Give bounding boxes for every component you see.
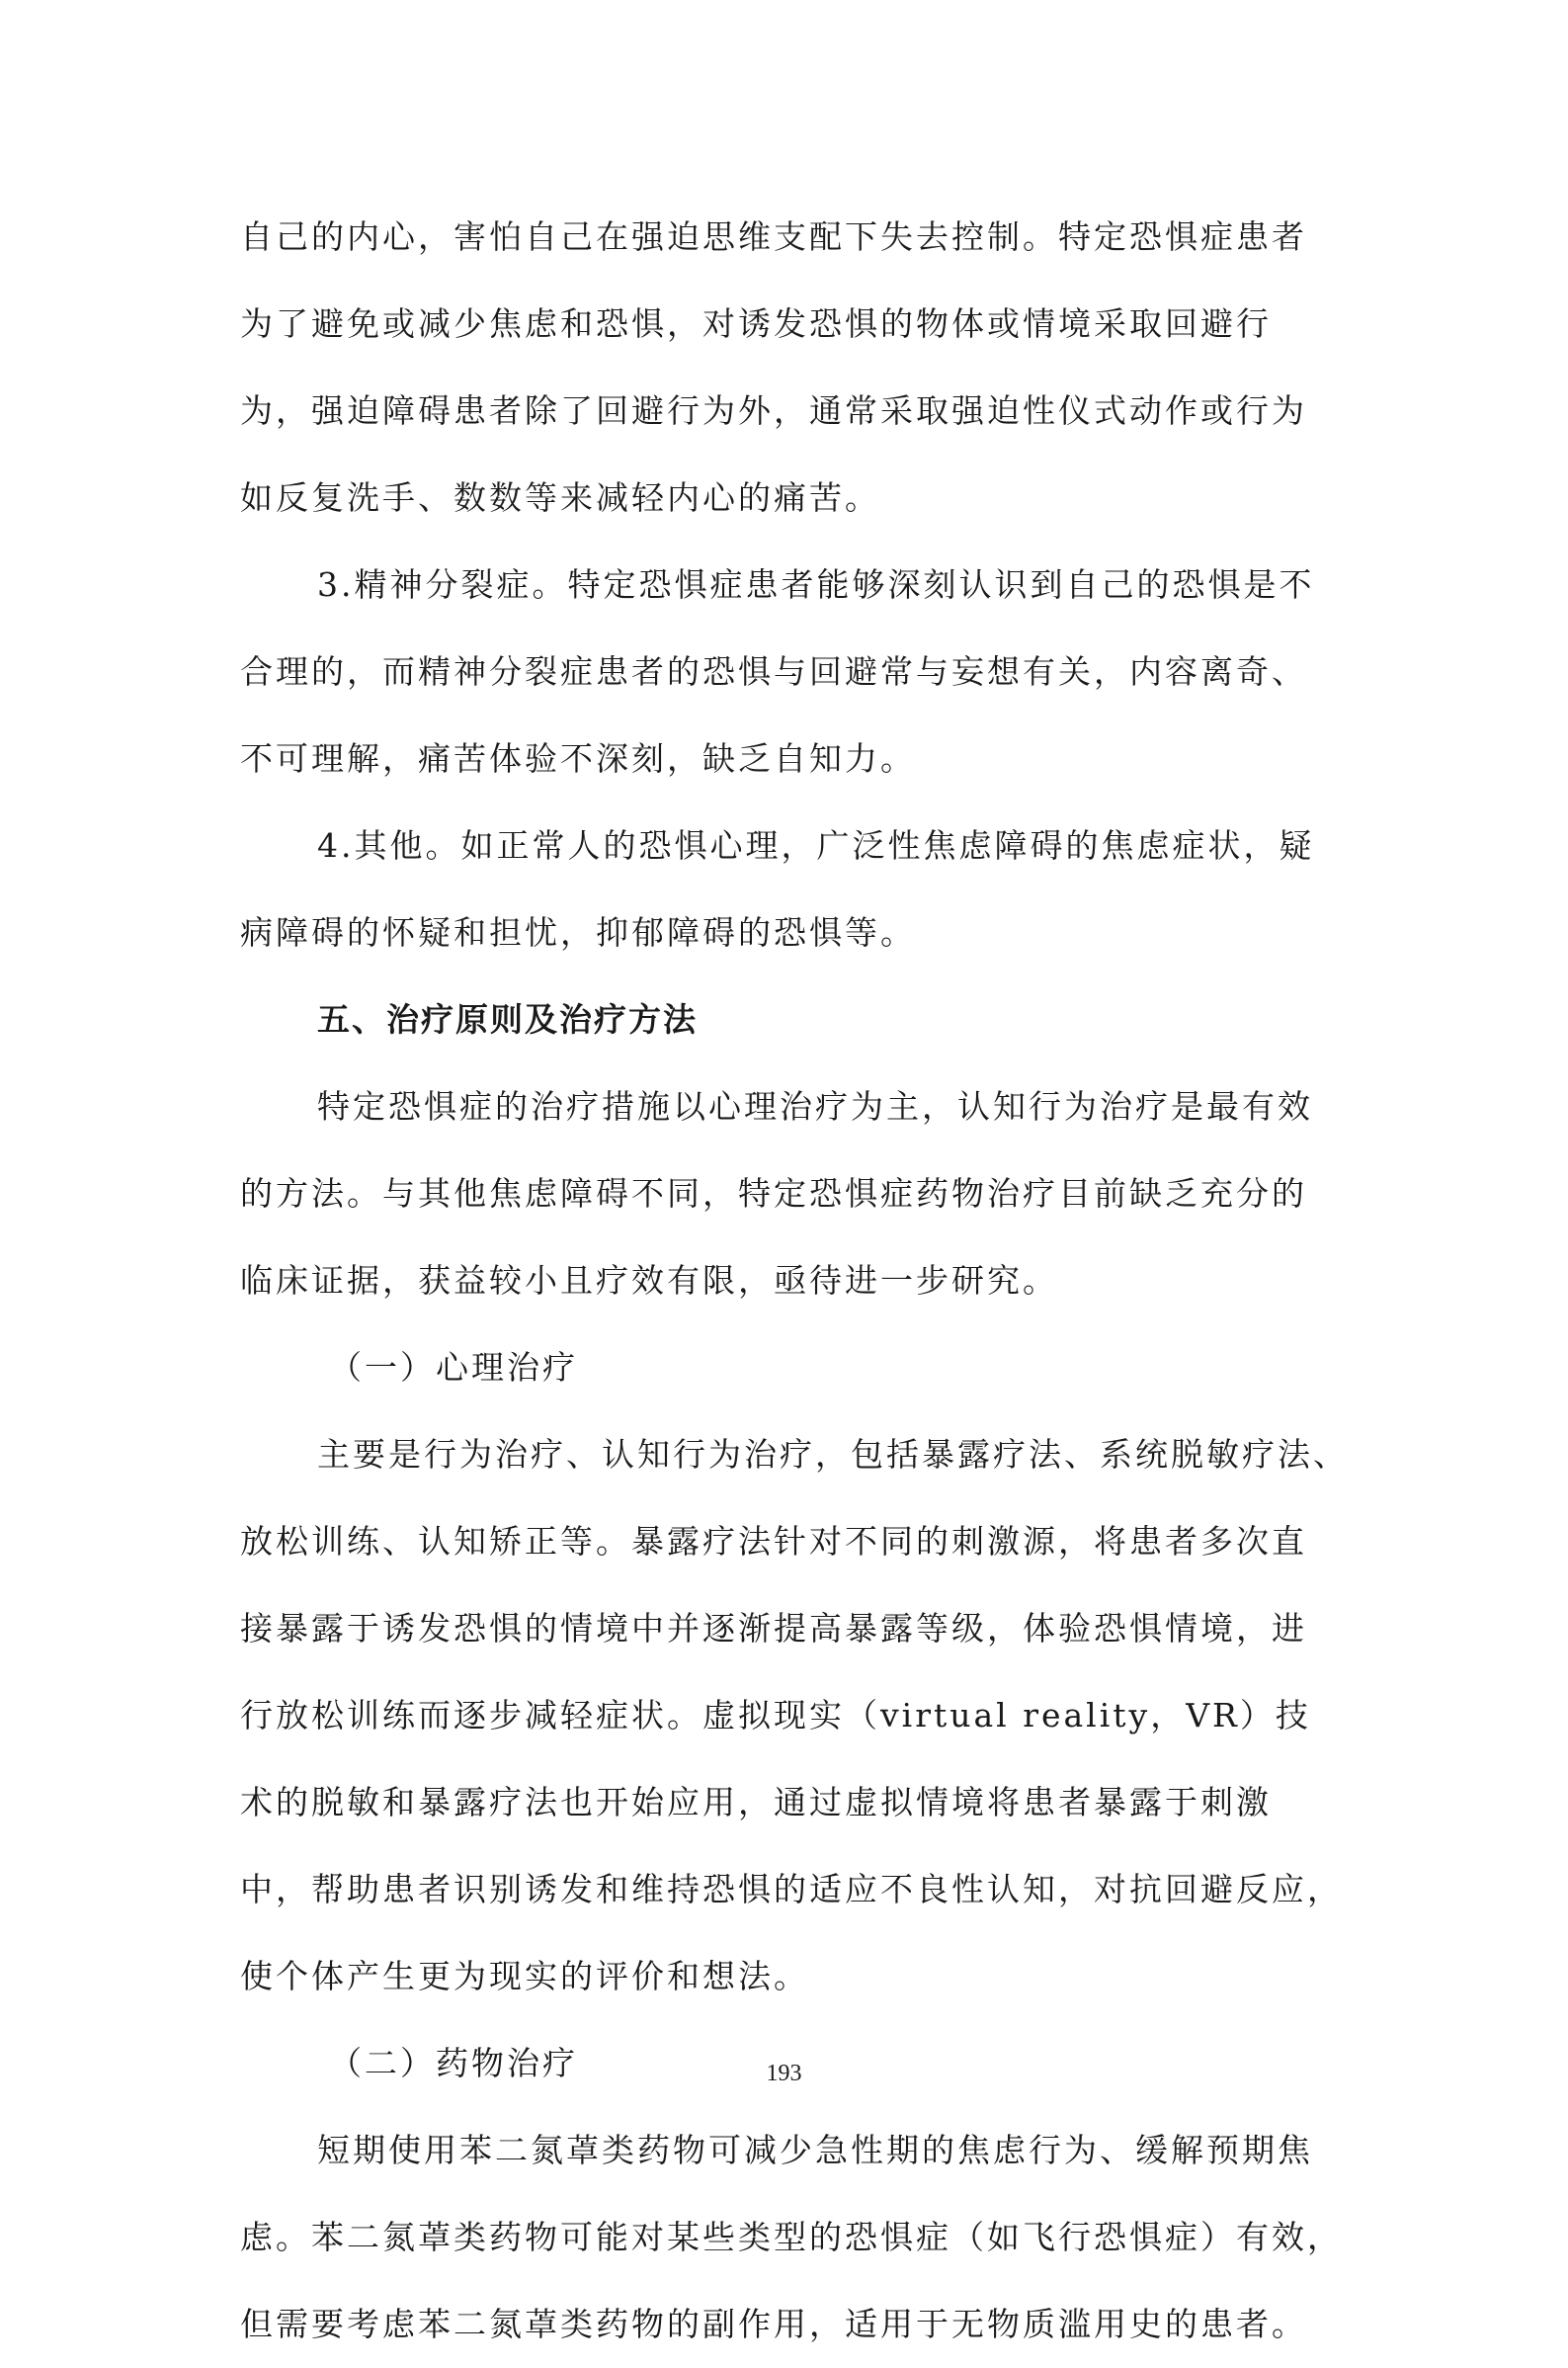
section-paragraph-line: 的方法。与其他焦虑障碍不同，特定恐惧症药物治疗目前缺乏充分的 [240,1174,1307,1213]
section-paragraph-line: 临床证据，获益较小且疗效有限，亟待进一步研究。 [240,1261,1058,1300]
section-paragraph-line: 特定恐惧症的治疗措施以心理治疗为主，认知行为治疗是最有效 [317,1087,1313,1126]
paragraph-line: 为了避免或减少焦虑和恐惧，对诱发恐惧的物体或情境采取回避行 [240,304,1272,343]
paragraph-line: 为，强迫障碍患者除了回避行为外，通常采取强迫性仪式动作或行为 [240,391,1307,430]
item-3-line: 3.精神分裂症。特定恐惧症患者能够深刻认识到自己的恐惧是不 [317,565,1315,604]
section-heading: 五、治疗原则及治疗方法 [317,1000,698,1039]
item-3-line: 不可理解，痛苦体验不深刻，缺乏自知力。 [240,739,916,778]
psychotherapy-line: 放松训练、认知矫正等。暴露疗法针对不同的刺激源，将患者多次直 [240,1522,1307,1561]
subsection-heading-psychotherapy: （一）心理治疗 [329,1348,578,1387]
item-3-line: 合理的，而精神分裂症患者的恐惧与回避常与妄想有关，内容离奇、 [240,652,1307,691]
psychotherapy-line: 接暴露于诱发恐惧的情境中并逐渐提高暴露等级，体验恐惧情境，进 [240,1609,1307,1648]
psychotherapy-line: 使个体产生更为现实的评价和想法。 [240,1957,809,1995]
psychotherapy-line: 行放松训练而逐步减轻症状。虚拟现实（virtual reality，VR）技 [240,1696,1311,1734]
page-number: 193 [766,2061,802,2086]
item-4-line: 4.其他。如正常人的恐惧心理，广泛性焦虑障碍的焦虑症状，疑 [317,826,1315,865]
paragraph-line: 自己的内心，害怕自己在强迫思维支配下失去控制。特定恐惧症患者 [240,217,1307,256]
psychotherapy-line: 主要是行为治疗、认知行为治疗，包括暴露疗法、系统脱敏疗法、 [317,1435,1349,1474]
body-text [240,194,1349,2368]
subsection-heading-medication: （二）药物治疗 [329,2044,578,2082]
item-4-line: 病障碍的怀疑和担忧，抑郁障碍的恐惧等。 [240,913,916,952]
paragraph-line: 如反复洗手、数数等来减轻内心的痛苦。 [240,478,880,517]
medication-line: 虑。苯二氮䓬类药物可能对某些类型的恐惧症（如飞行恐惧症）有效， [240,2218,1343,2256]
medication-line: 短期使用苯二氮䓬类药物可减少急性期的焦虑行为、缓解预期焦 [317,2131,1313,2169]
psychotherapy-line: 中，帮助患者识别诱发和维持恐惧的适应不良性认知，对抗回避反应， [240,1870,1343,1908]
medication-line: 但需要考虑苯二氮䓬类药物的副作用，适用于无物质滥用史的患者。 [240,2305,1307,2343]
psychotherapy-line: 术的脱敏和暴露疗法也开始应用，通过虚拟情境将患者暴露于刺激 [240,1783,1272,1821]
